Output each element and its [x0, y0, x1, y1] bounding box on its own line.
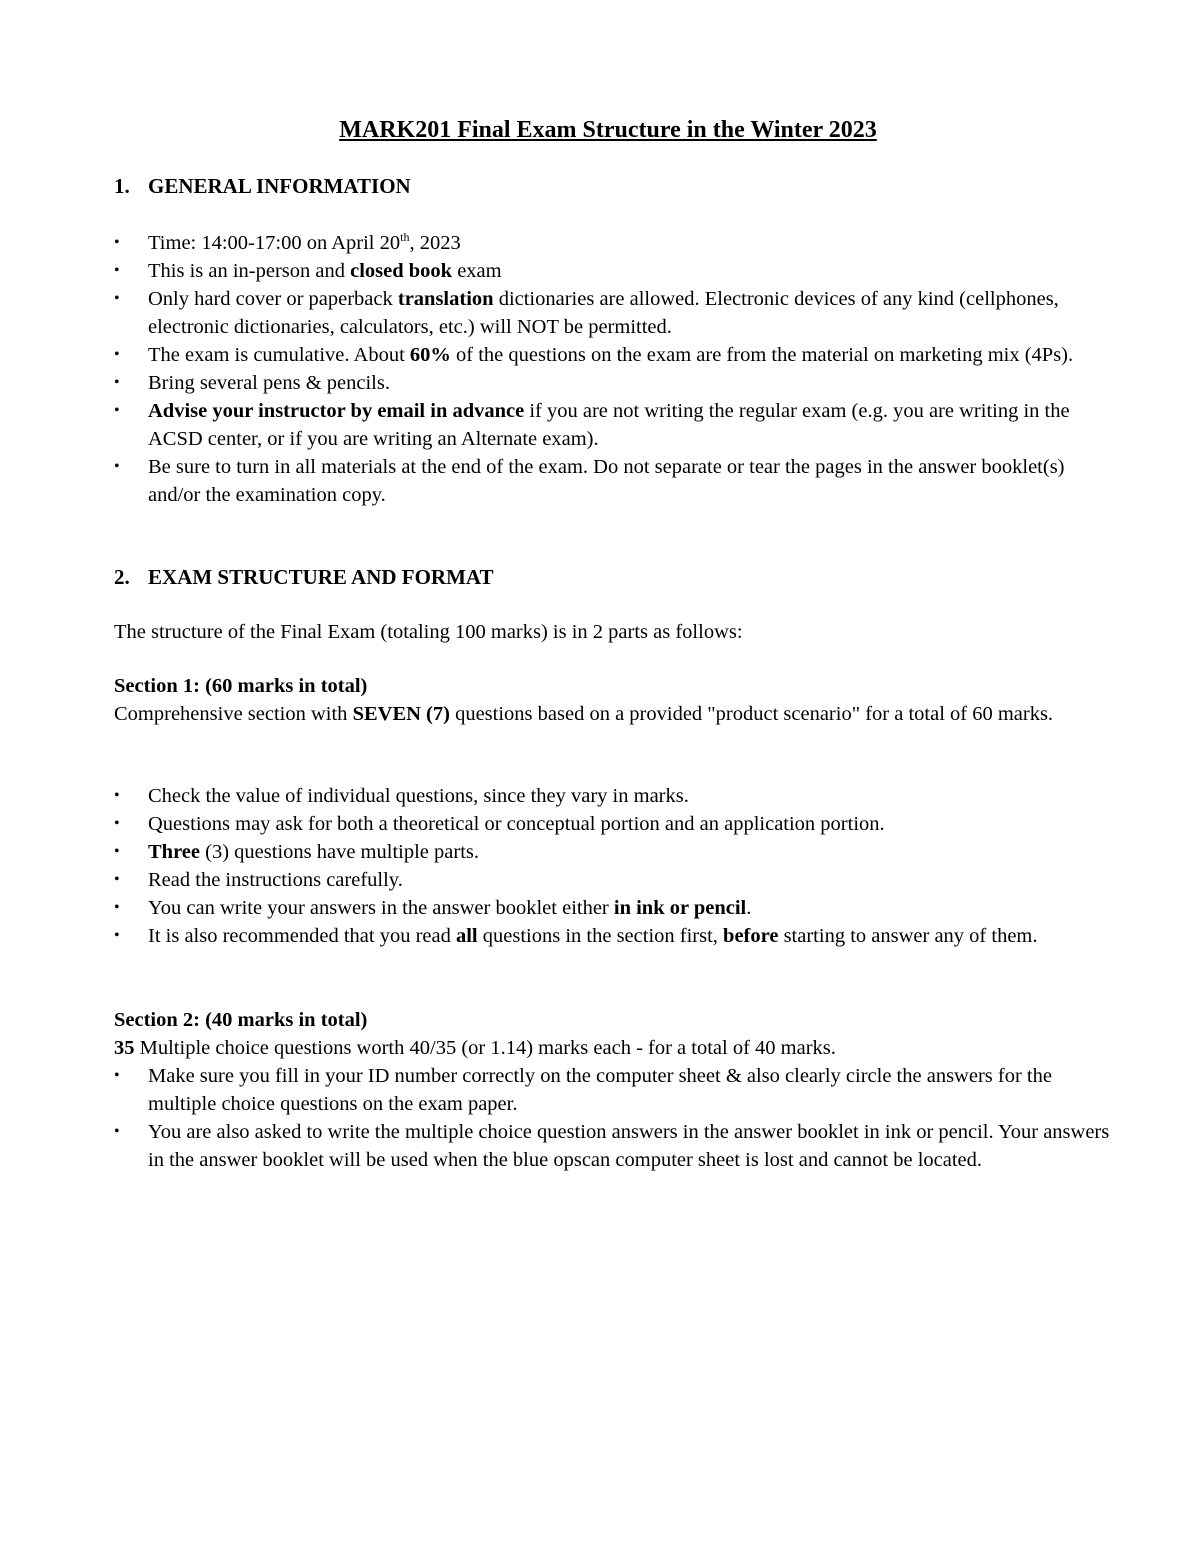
bullet-icon: • — [114, 458, 120, 475]
emphasis: translation — [397, 288, 494, 310]
section-heading-structure — [114, 563, 494, 591]
list-item — [114, 810, 1114, 838]
section-number: 1. — [114, 174, 130, 198]
emphasis: 35 — [114, 1037, 135, 1059]
item-text: questions in the section first, — [477, 925, 724, 947]
item-text: Be sure to turn in all materials at the end of the exam. Do not separate or tear the pages in the answer booklet(s) and/or the examination copy. — [148, 456, 1065, 506]
section-2-description — [114, 1034, 1104, 1062]
bullet-icon: • — [114, 290, 120, 307]
bullet-icon: • — [114, 815, 120, 832]
section-1-heading: Section 1: (60 marks in total) — [114, 675, 368, 697]
section-2-list — [114, 1062, 1114, 1174]
bullet-icon: • — [114, 262, 120, 279]
bullet-icon: • — [114, 1123, 120, 1140]
desc-text: Multiple choice questions worth 40/35 (or 1.14) marks each - for a total of 40 marks. — [134, 1037, 836, 1059]
list-item — [114, 257, 1114, 285]
item-text: exam — [452, 260, 502, 282]
item-text: if you are not writing the regular exam (e.g. you are writing in the ACSD center, or if you are writing an Alternate exam). — [148, 400, 1070, 450]
list-item — [114, 285, 1114, 341]
item-text: Check the value of individual questions, since they vary in marks. — [148, 785, 689, 807]
list-item — [114, 838, 1114, 866]
section-1-description — [114, 700, 1104, 728]
desc-text: questions based on a provided "product scenario" for a total of 60 marks. — [449, 703, 1054, 725]
bullet-icon: • — [114, 374, 120, 391]
list-item — [114, 341, 1114, 369]
emphasis: all — [455, 925, 478, 947]
item-text: Questions may ask for both a theoretical or conceptual portion and an application portion. — [148, 813, 885, 835]
list-item — [114, 397, 1114, 453]
section-number: 2. — [114, 565, 130, 589]
item-text: Time: 14:00-17:00 on April 20 — [148, 232, 401, 254]
list-item — [114, 866, 1114, 894]
item-text: Make sure you fill in your ID number correctly on the computer sheet & also clearly circle the answers for the multiple choice questions on the exam paper. — [148, 1065, 1052, 1115]
item-text: starting to answer any of them. — [778, 925, 1038, 947]
section-1-list — [114, 782, 1114, 950]
general-info-list — [114, 229, 1114, 509]
item-text: of the questions on the exam are from the material on marketing mix (4Ps). — [450, 344, 1074, 366]
item-text: This is an in-person and — [148, 260, 351, 282]
section-2-heading: Section 2: (40 marks in total) — [114, 1009, 368, 1031]
bullet-icon: • — [114, 402, 120, 419]
section-heading-general — [114, 172, 411, 200]
structure-intro: The structure of the Final Exam (totaling 100 marks) is in 2 parts as follows: — [114, 621, 743, 643]
item-text: , 2023 — [409, 232, 461, 254]
section-title: GENERAL INFORMATION — [148, 174, 411, 198]
bullet-icon: • — [114, 1067, 120, 1084]
bullet-icon: • — [114, 234, 120, 251]
item-text: You are also asked to write the multiple choice question answers in the answer booklet in ink or pencil. Your answers in the answer booklet will be used when the blue opscan computer sheet is lost and cannot be located. — [148, 1121, 1110, 1171]
item-text: (3) questions have multiple parts. — [200, 841, 479, 863]
emphasis: Three — [148, 841, 201, 863]
list-item — [114, 922, 1114, 950]
page-title: MARK201 Final Exam Structure in the Winter 2023 — [339, 117, 877, 143]
item-text: dictionaries are allowed. Electronic devices of any kind (cellphones, electronic dictionaries, calculators, etc.) will NOT be permitted. — [148, 288, 1059, 338]
desc-text: Comprehensive section with — [114, 703, 353, 725]
bullet-icon: • — [114, 927, 120, 944]
item-text: The exam is cumulative. About — [148, 344, 410, 366]
item-text: It is also recommended that you read — [148, 925, 456, 947]
list-item — [114, 782, 1114, 810]
emphasis: before — [723, 925, 779, 947]
item-text: . — [746, 897, 752, 919]
list-item — [114, 894, 1114, 922]
item-text: Bring several pens & pencils. — [148, 372, 390, 394]
item-text: Only hard cover or paperback — [148, 288, 398, 310]
bullet-icon: • — [114, 787, 120, 804]
item-text: You can write your answers in the answer booklet either — [148, 897, 614, 919]
item-text: Read the instructions carefully. — [148, 869, 403, 891]
list-item — [114, 453, 1114, 509]
list-item — [114, 1062, 1114, 1118]
superscript: th — [400, 230, 410, 245]
bullet-icon: • — [114, 843, 120, 860]
section-title: EXAM STRUCTURE AND FORMAT — [148, 565, 494, 589]
emphasis: closed book — [350, 260, 453, 282]
list-item — [114, 1118, 1114, 1174]
list-item — [114, 369, 1114, 397]
emphasis: Advise your instructor by email in advance — [148, 400, 525, 422]
bullet-icon: • — [114, 346, 120, 363]
emphasis: in ink or pencil — [613, 897, 747, 919]
bullet-icon: • — [114, 899, 120, 916]
emphasis: 60% — [409, 344, 451, 366]
bullet-icon: • — [114, 871, 120, 888]
list-item — [114, 229, 1114, 257]
emphasis: SEVEN (7) — [352, 703, 450, 725]
